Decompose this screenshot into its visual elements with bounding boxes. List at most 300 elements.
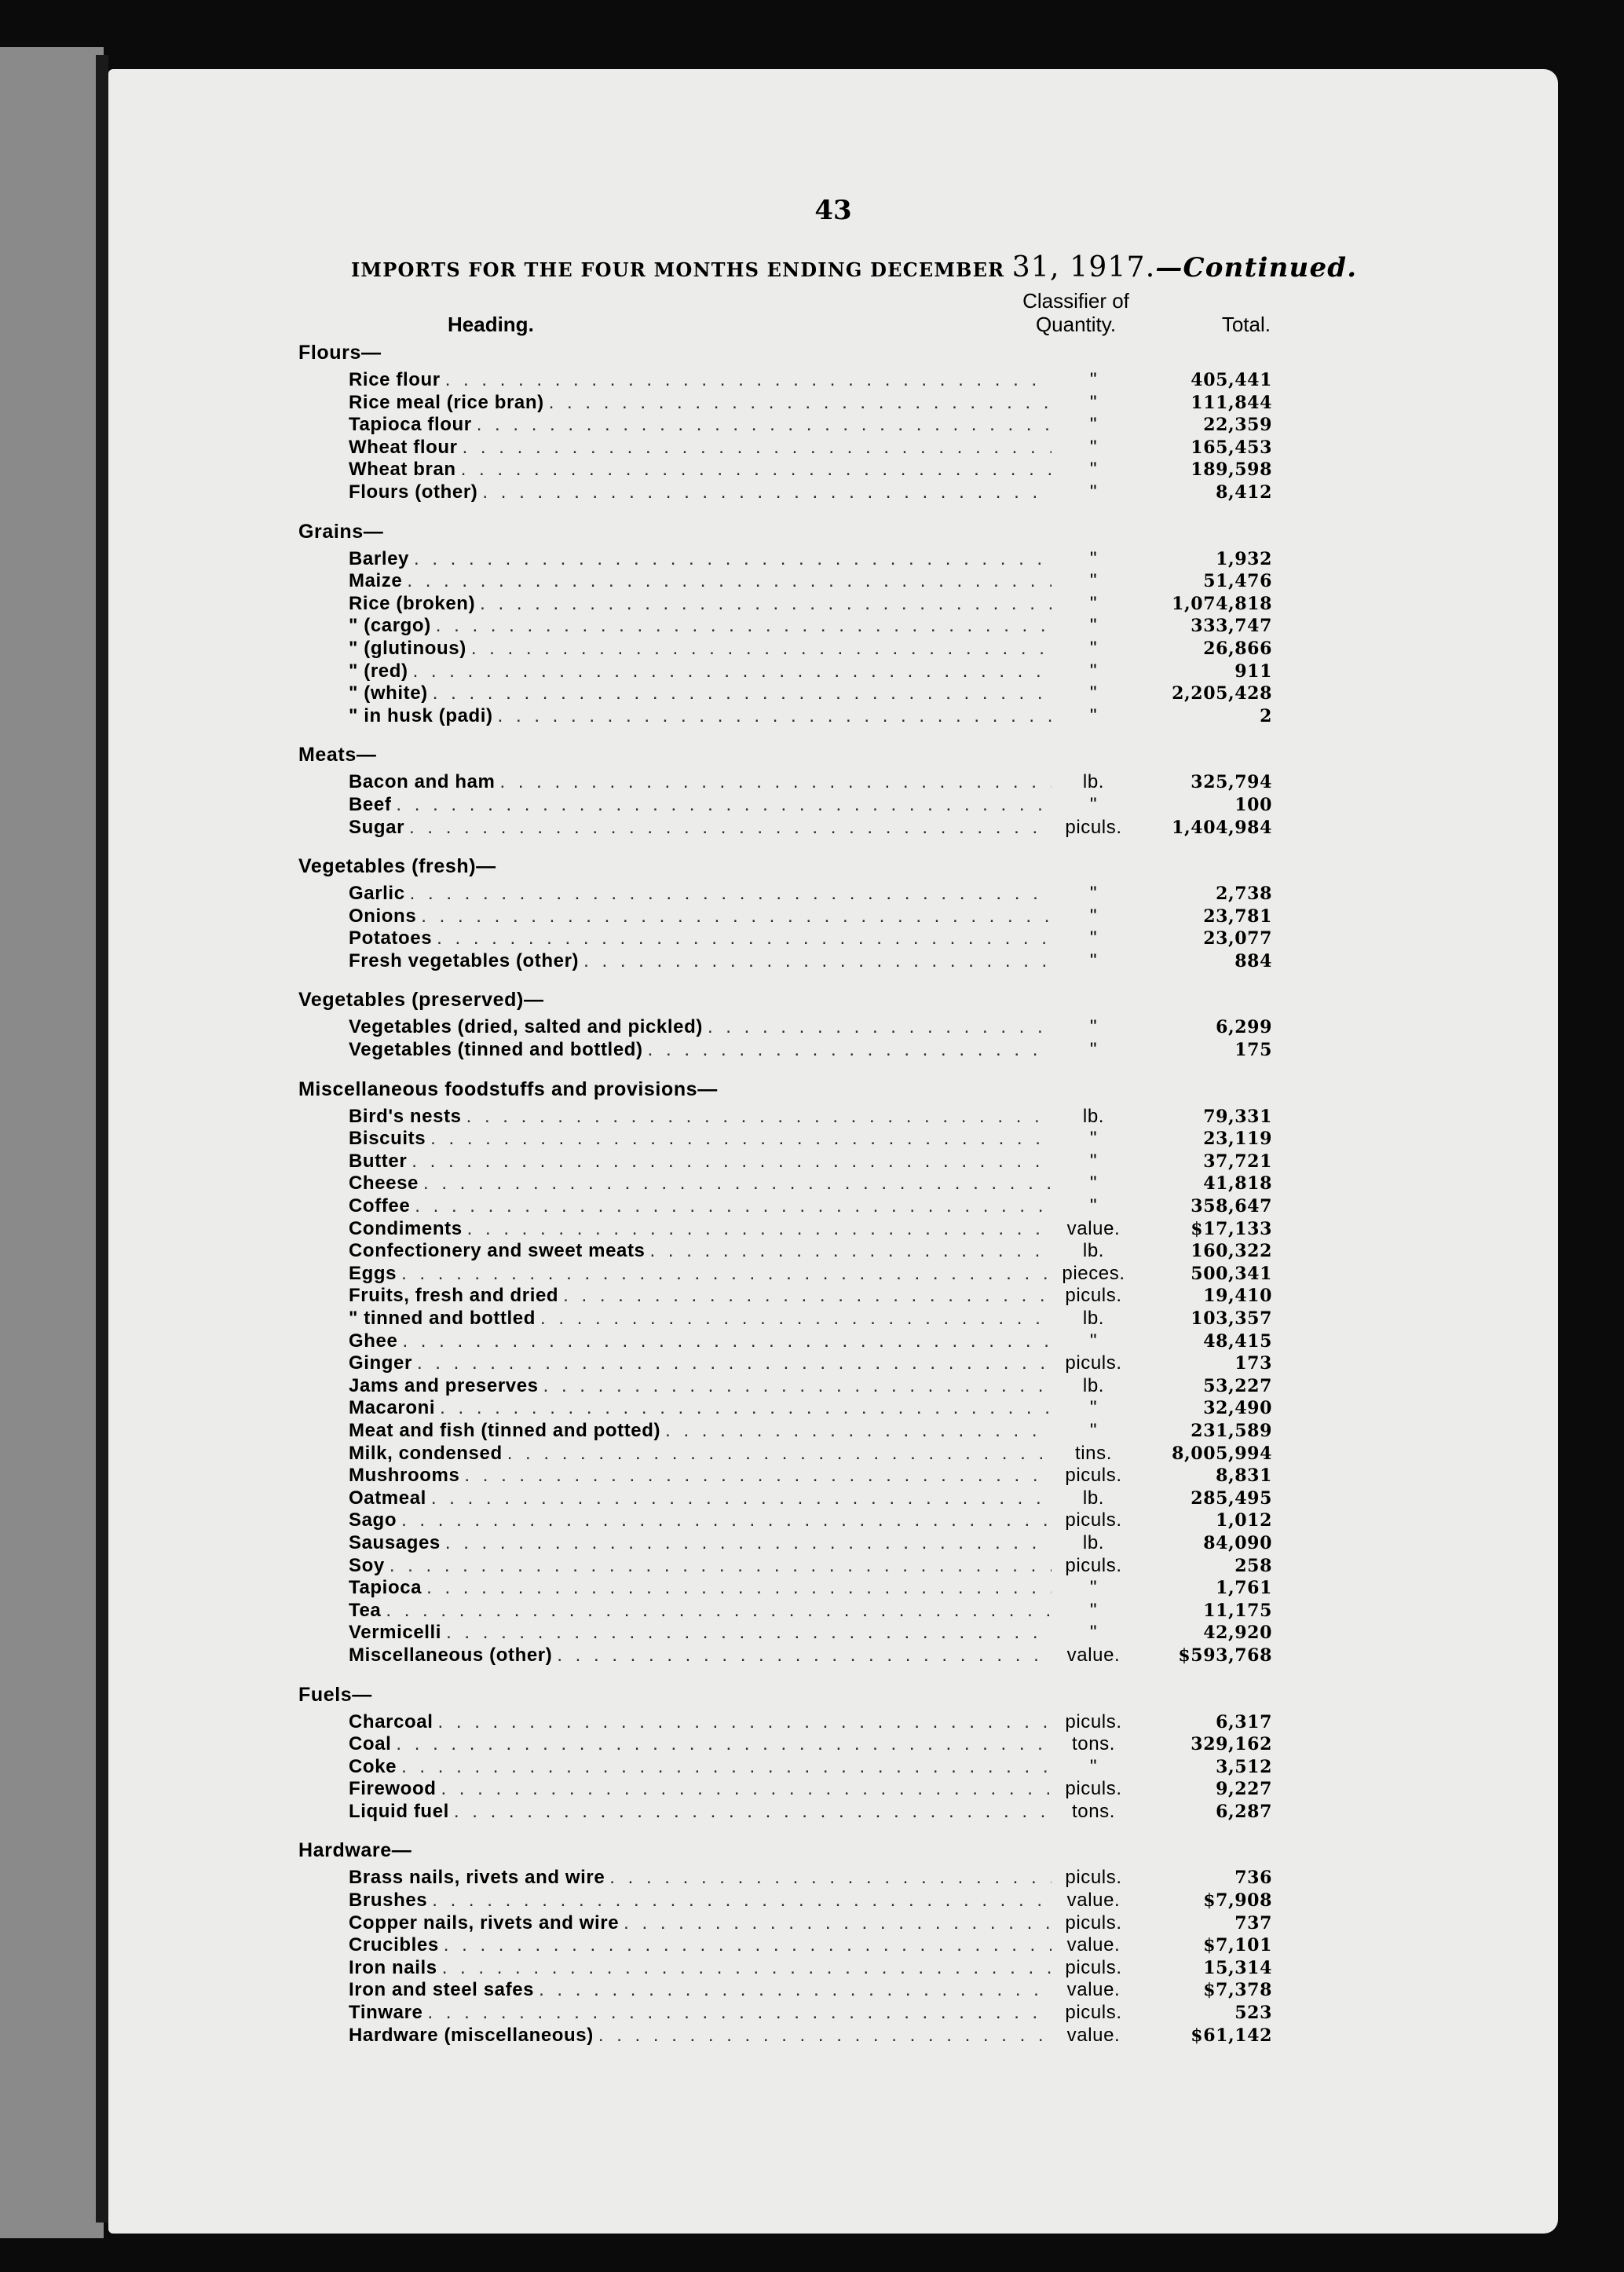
row-classifier: " bbox=[1089, 1016, 1098, 1038]
table-row bbox=[298, 1352, 1272, 1375]
leader-dots bbox=[415, 1195, 1052, 1218]
row-heading: Miscellaneous (other) bbox=[349, 1644, 553, 1666]
table-row bbox=[298, 1240, 1272, 1263]
document-title bbox=[351, 251, 1382, 284]
row-total: 11,175 bbox=[1203, 1600, 1272, 1621]
leader-dots bbox=[407, 570, 1052, 593]
row-heading: Wheat bran bbox=[349, 459, 456, 481]
row-heading: Onions bbox=[349, 905, 417, 927]
imports-table bbox=[298, 336, 1272, 2058]
leader-dots bbox=[442, 1957, 1052, 1980]
row-classifier: " bbox=[1089, 391, 1098, 413]
row-total: $17,133 bbox=[1191, 1218, 1272, 1239]
table-row bbox=[298, 1979, 1272, 2002]
leader-dots bbox=[446, 1622, 1052, 1645]
row-total: 37,721 bbox=[1203, 1151, 1272, 1172]
leader-dots bbox=[401, 1509, 1052, 1532]
row-total: 100 bbox=[1234, 794, 1272, 815]
row-classifier: piculs. bbox=[1065, 1867, 1122, 1889]
leader-dots bbox=[467, 1218, 1052, 1241]
leader-dots bbox=[390, 1555, 1052, 1578]
row-classifier: piculs. bbox=[1065, 1554, 1122, 1576]
table-row bbox=[298, 548, 1272, 571]
row-classifier: " bbox=[1089, 1622, 1098, 1644]
row-classifier: value. bbox=[1066, 1644, 1121, 1666]
row-total: 1,404,984 bbox=[1172, 817, 1272, 838]
page-number: 43 bbox=[814, 195, 852, 226]
table-row bbox=[298, 950, 1272, 973]
row-heading: Hardware (miscellaneous) bbox=[349, 2024, 594, 2046]
table-row bbox=[298, 1801, 1272, 1824]
row-classifier: value. bbox=[1066, 1979, 1121, 2001]
row-heading: Copper nails, rivets and wire bbox=[349, 1912, 620, 1934]
title-year: 31, 1917. bbox=[1011, 251, 1156, 284]
row-total: 8,005,994 bbox=[1172, 1443, 1272, 1464]
table-section bbox=[298, 1678, 1272, 1824]
row-classifier: value. bbox=[1066, 1890, 1121, 1912]
row-total: 19,410 bbox=[1203, 1286, 1272, 1307]
row-total: 32,490 bbox=[1203, 1398, 1272, 1419]
leader-dots bbox=[441, 1778, 1052, 1801]
row-classifier: " bbox=[1089, 1039, 1098, 1061]
row-total: 42,920 bbox=[1203, 1623, 1272, 1644]
table-row bbox=[298, 2002, 1272, 2025]
leader-dots bbox=[500, 771, 1052, 794]
row-heading: " (red) bbox=[349, 660, 408, 682]
table-row bbox=[298, 437, 1272, 459]
leader-dots bbox=[557, 1645, 1052, 1667]
leader-dots bbox=[437, 927, 1052, 950]
table-row bbox=[298, 1867, 1272, 1890]
row-heading: " (white) bbox=[349, 682, 428, 704]
row-classifier: piculs. bbox=[1065, 1956, 1122, 1978]
row-heading: Ginger bbox=[349, 1352, 412, 1374]
row-classifier: " bbox=[1089, 637, 1098, 659]
table-row bbox=[298, 1890, 1272, 1912]
leader-dots bbox=[583, 950, 1052, 973]
row-classifier: " bbox=[1089, 459, 1098, 481]
row-total: 736 bbox=[1234, 1868, 1272, 1889]
row-classifier: piculs. bbox=[1065, 1352, 1122, 1374]
row-total: 103,357 bbox=[1191, 1308, 1272, 1329]
row-classifier: lb. bbox=[1082, 771, 1105, 793]
row-classifier: " bbox=[1089, 592, 1098, 614]
leader-dots bbox=[433, 682, 1052, 705]
table-row bbox=[298, 615, 1272, 638]
leader-dots bbox=[549, 392, 1052, 415]
classifier-line-2: Quantity. bbox=[1035, 313, 1117, 336]
table-row bbox=[298, 771, 1272, 794]
classifier-line-1: Classifier of bbox=[1022, 289, 1129, 313]
row-classifier: " bbox=[1089, 1577, 1098, 1599]
table-row bbox=[298, 481, 1272, 504]
row-total: 358,647 bbox=[1191, 1196, 1272, 1217]
row-total: 285,495 bbox=[1191, 1487, 1272, 1509]
leader-dots bbox=[430, 1128, 1052, 1151]
row-classifier: value. bbox=[1066, 1934, 1121, 1956]
row-total: 2,205,428 bbox=[1172, 683, 1272, 704]
section-title: Meats— bbox=[298, 744, 377, 766]
leader-dots bbox=[463, 437, 1052, 459]
row-total: 2,738 bbox=[1216, 884, 1272, 905]
table-row bbox=[298, 1934, 1272, 1957]
leader-dots bbox=[426, 1577, 1052, 1600]
section-title: Fuels— bbox=[298, 1683, 372, 1706]
table-row bbox=[298, 1128, 1272, 1151]
row-classifier: " bbox=[1089, 1173, 1098, 1195]
row-heading: Bird's nests bbox=[349, 1105, 462, 1127]
row-total: 48,415 bbox=[1203, 1330, 1272, 1352]
row-classifier: " bbox=[1089, 547, 1098, 569]
title-main: IMPORTS FOR THE FOUR MONTHS ENDING DECEMBER bbox=[351, 258, 1005, 281]
row-heading: Macaroni bbox=[349, 1397, 436, 1419]
table-section bbox=[298, 738, 1272, 839]
row-total: 41,818 bbox=[1203, 1173, 1272, 1195]
row-total: 6,317 bbox=[1216, 1711, 1272, 1732]
section-title: Vegetables (preserved)— bbox=[298, 989, 544, 1012]
row-total: 175 bbox=[1234, 1040, 1272, 1061]
section-title: Flours— bbox=[298, 342, 382, 364]
row-heading: Tinware bbox=[349, 2002, 423, 2024]
row-classifier: " bbox=[1089, 436, 1098, 458]
row-total: 258 bbox=[1234, 1555, 1272, 1576]
row-classifier: " bbox=[1089, 793, 1098, 815]
column-header-heading: Heading. bbox=[448, 313, 534, 336]
row-classifier: " bbox=[1089, 1599, 1098, 1621]
row-heading: Barley bbox=[349, 547, 409, 569]
table-row bbox=[298, 660, 1272, 683]
table-row bbox=[298, 1195, 1272, 1218]
row-total: 26,866 bbox=[1203, 638, 1272, 659]
table-row bbox=[298, 369, 1272, 392]
row-total: 500,341 bbox=[1191, 1263, 1272, 1284]
table-row bbox=[298, 1509, 1272, 1532]
binding-shadow bbox=[96, 55, 108, 2223]
leader-dots bbox=[445, 1532, 1052, 1555]
leader-dots bbox=[466, 1106, 1052, 1129]
section-title: Vegetables (fresh)— bbox=[298, 855, 496, 878]
row-total: 1,074,818 bbox=[1172, 593, 1272, 614]
table-row bbox=[298, 1622, 1272, 1645]
row-total: 1,012 bbox=[1216, 1510, 1272, 1531]
row-classifier: " bbox=[1089, 682, 1098, 704]
row-total: $61,142 bbox=[1191, 2025, 1272, 2046]
row-heading: Mushrooms bbox=[349, 1465, 460, 1487]
row-heading: Fruits, fresh and dried bbox=[349, 1285, 559, 1307]
row-heading: Iron nails bbox=[349, 1956, 437, 1978]
leader-dots bbox=[507, 1443, 1052, 1465]
table-row bbox=[298, 1173, 1272, 1195]
row-classifier: " bbox=[1089, 1397, 1098, 1419]
row-heading: Wheat flour bbox=[349, 436, 458, 458]
row-heading: Soy bbox=[349, 1554, 385, 1576]
row-total: 1,761 bbox=[1216, 1578, 1272, 1599]
leader-dots bbox=[440, 1397, 1052, 1420]
row-total: 23,077 bbox=[1203, 928, 1272, 949]
row-heading: Sugar bbox=[349, 816, 405, 838]
leader-dots bbox=[650, 1240, 1052, 1263]
row-classifier: " bbox=[1089, 1755, 1098, 1777]
row-heading: Cheese bbox=[349, 1173, 419, 1195]
row-heading: Firewood bbox=[349, 1778, 437, 1800]
table-row bbox=[298, 570, 1272, 593]
row-heading: Flours (other) bbox=[349, 481, 478, 503]
row-total: 911 bbox=[1234, 660, 1272, 682]
leader-dots bbox=[410, 883, 1052, 906]
table-row bbox=[298, 906, 1272, 928]
row-total: 6,287 bbox=[1216, 1801, 1272, 1822]
leader-dots bbox=[431, 1487, 1052, 1510]
table-row bbox=[298, 1285, 1272, 1308]
leader-dots bbox=[413, 660, 1052, 683]
row-heading: Rice (broken) bbox=[349, 592, 476, 614]
row-heading: Sago bbox=[349, 1509, 397, 1531]
table-row bbox=[298, 1308, 1272, 1330]
row-heading: Tea bbox=[349, 1599, 382, 1621]
row-total: 79,331 bbox=[1203, 1106, 1272, 1127]
table-row bbox=[298, 682, 1272, 705]
table-row bbox=[298, 817, 1272, 840]
section-title: Miscellaneous foodstuffs and provisions— bbox=[298, 1077, 718, 1100]
leader-dots bbox=[665, 1420, 1052, 1443]
leader-dots bbox=[402, 1330, 1052, 1353]
row-heading: Garlic bbox=[349, 883, 405, 905]
section-title: Hardware— bbox=[298, 1839, 412, 1862]
row-total: 84,090 bbox=[1203, 1532, 1272, 1553]
row-heading: Bacon and ham bbox=[349, 771, 496, 793]
row-total: 8,412 bbox=[1216, 481, 1272, 503]
row-total: $7,378 bbox=[1203, 1980, 1272, 2001]
table-section bbox=[298, 515, 1272, 728]
row-total: 231,589 bbox=[1191, 1420, 1272, 1441]
table-row bbox=[298, 1330, 1272, 1353]
row-heading: Potatoes bbox=[349, 927, 433, 949]
table-row bbox=[298, 1487, 1272, 1510]
row-heading: Condiments bbox=[349, 1217, 463, 1239]
row-total: 325,794 bbox=[1191, 772, 1272, 793]
leader-dots bbox=[396, 1733, 1052, 1756]
row-heading: Iron and steel safes bbox=[349, 1979, 535, 2001]
table-row bbox=[298, 1465, 1272, 1487]
leader-dots bbox=[414, 548, 1052, 571]
row-classifier: " bbox=[1089, 1128, 1098, 1150]
table-section bbox=[298, 1073, 1272, 1667]
row-classifier: " bbox=[1089, 927, 1098, 949]
row-total: 329,162 bbox=[1191, 1734, 1272, 1755]
table-row bbox=[298, 1375, 1272, 1398]
table-row bbox=[298, 1420, 1272, 1443]
table-row bbox=[298, 927, 1272, 950]
row-heading: Charcoal bbox=[349, 1710, 433, 1732]
table-row bbox=[298, 1778, 1272, 1801]
row-classifier: tons. bbox=[1071, 1733, 1116, 1755]
row-heading: Milk, condensed bbox=[349, 1442, 503, 1464]
leader-dots bbox=[445, 369, 1052, 392]
leader-dots bbox=[386, 1600, 1052, 1623]
row-total: 23,781 bbox=[1203, 906, 1272, 927]
row-classifier: " bbox=[1089, 1150, 1098, 1172]
table-row bbox=[298, 1957, 1272, 1980]
row-heading: " (cargo) bbox=[349, 615, 431, 637]
row-heading: Biscuits bbox=[349, 1128, 426, 1150]
table-row bbox=[298, 1443, 1272, 1465]
row-heading: Vermicelli bbox=[349, 1622, 442, 1644]
row-classifier: piculs. bbox=[1065, 1465, 1122, 1487]
leader-dots bbox=[401, 1263, 1052, 1286]
row-classifier: tins. bbox=[1074, 1442, 1112, 1464]
row-heading: Oatmeal bbox=[349, 1487, 426, 1509]
section-title: Grains— bbox=[298, 520, 384, 543]
row-heading: Rice meal (rice bran) bbox=[349, 391, 544, 413]
table-row bbox=[298, 1218, 1272, 1241]
table-row bbox=[298, 1263, 1272, 1286]
leader-dots bbox=[436, 615, 1052, 638]
row-total: 523 bbox=[1234, 2003, 1272, 2024]
row-total: 405,441 bbox=[1191, 370, 1272, 390]
row-heading: Brass nails, rivets and wire bbox=[349, 1867, 605, 1889]
row-classifier: piculs. bbox=[1065, 1710, 1122, 1732]
row-classifier: piculs. bbox=[1065, 1509, 1122, 1531]
row-total: 22,359 bbox=[1203, 415, 1272, 436]
row-classifier: " bbox=[1089, 414, 1098, 436]
row-total: 9,227 bbox=[1216, 1779, 1272, 1800]
row-classifier: value. bbox=[1066, 1217, 1121, 1239]
leader-dots bbox=[409, 817, 1052, 840]
table-row bbox=[298, 1733, 1272, 1756]
leader-dots bbox=[480, 593, 1052, 616]
leader-dots bbox=[444, 1934, 1052, 1957]
table-row bbox=[298, 1016, 1272, 1039]
row-classifier: " bbox=[1089, 481, 1098, 503]
row-heading: Sausages bbox=[349, 1531, 441, 1553]
row-heading: Eggs bbox=[349, 1262, 397, 1284]
row-classifier: piculs. bbox=[1065, 816, 1122, 838]
table-section bbox=[298, 850, 1272, 972]
row-classifier: " bbox=[1089, 369, 1098, 390]
row-classifier: lb. bbox=[1082, 1240, 1105, 1262]
row-heading: " (glutinous) bbox=[349, 637, 466, 659]
row-heading: Liquid fuel bbox=[349, 1800, 449, 1822]
leader-dots bbox=[454, 1801, 1052, 1824]
row-heading: Maize bbox=[349, 570, 403, 592]
row-classifier: lb. bbox=[1082, 1105, 1105, 1127]
facing-page-edge bbox=[0, 47, 104, 2238]
row-classifier: tons. bbox=[1071, 1800, 1116, 1822]
row-classifier: pieces. bbox=[1062, 1262, 1125, 1284]
table-row bbox=[298, 1645, 1272, 1667]
table-row bbox=[298, 414, 1272, 437]
title-continued: —Continued. bbox=[1155, 252, 1358, 284]
row-total: 111,844 bbox=[1191, 392, 1272, 413]
row-heading: Beef bbox=[349, 793, 392, 815]
row-heading: Vegetables (tinned and bottled) bbox=[349, 1039, 643, 1061]
leader-dots bbox=[471, 638, 1052, 660]
row-classifier: piculs. bbox=[1065, 1778, 1122, 1800]
leader-dots bbox=[648, 1039, 1052, 1062]
row-classifier: " bbox=[1089, 905, 1098, 927]
row-total: 165,453 bbox=[1191, 437, 1272, 458]
row-total: 3,512 bbox=[1216, 1756, 1272, 1777]
row-total: 1,932 bbox=[1216, 548, 1272, 569]
row-total: $7,101 bbox=[1203, 1935, 1272, 1956]
row-heading: Butter bbox=[349, 1150, 408, 1172]
row-classifier: piculs. bbox=[1065, 1285, 1122, 1307]
table-row bbox=[298, 1711, 1272, 1734]
row-classifier: piculs. bbox=[1065, 2002, 1122, 2024]
table-row bbox=[298, 1532, 1272, 1555]
table-row bbox=[298, 1039, 1272, 1062]
leader-dots bbox=[421, 906, 1052, 928]
leader-dots bbox=[438, 1711, 1052, 1734]
leader-dots bbox=[411, 1151, 1052, 1173]
row-classifier: " bbox=[1089, 615, 1098, 637]
table-row bbox=[298, 392, 1272, 415]
row-heading: Rice flour bbox=[349, 369, 441, 390]
row-heading: Jams and preserves bbox=[349, 1374, 539, 1396]
row-heading: Confectionery and sweet meats bbox=[349, 1240, 646, 1262]
leader-dots bbox=[539, 1979, 1052, 2002]
row-heading: " in husk (padi) bbox=[349, 704, 493, 726]
leader-dots bbox=[624, 1912, 1052, 1935]
row-heading: Coal bbox=[349, 1733, 392, 1755]
table-row bbox=[298, 1397, 1272, 1420]
row-total: 160,322 bbox=[1191, 1241, 1272, 1262]
row-heading: Brushes bbox=[349, 1890, 428, 1912]
row-total: 53,227 bbox=[1203, 1375, 1272, 1396]
row-total: $7,908 bbox=[1203, 1890, 1272, 1912]
table-row bbox=[298, 2025, 1272, 2047]
row-total: 884 bbox=[1234, 950, 1272, 971]
table-section bbox=[298, 1834, 1272, 2047]
leader-dots bbox=[401, 1756, 1052, 1779]
leader-dots bbox=[461, 459, 1052, 481]
leader-dots bbox=[540, 1308, 1052, 1330]
leader-dots bbox=[396, 794, 1052, 817]
row-heading: Tapioca bbox=[349, 1577, 422, 1599]
table-row bbox=[298, 705, 1272, 728]
row-heading: Crucibles bbox=[349, 1934, 439, 1956]
table-row bbox=[298, 593, 1272, 616]
leader-dots bbox=[423, 1173, 1052, 1195]
table-section bbox=[298, 983, 1272, 1061]
row-classifier: lb. bbox=[1082, 1308, 1105, 1329]
leader-dots bbox=[563, 1285, 1052, 1308]
leader-dots bbox=[477, 414, 1052, 437]
row-total: 737 bbox=[1234, 1912, 1272, 1934]
row-classifier: " bbox=[1089, 1195, 1098, 1217]
row-classifier: lb. bbox=[1082, 1487, 1105, 1509]
table-section bbox=[298, 336, 1272, 504]
leader-dots bbox=[609, 1867, 1052, 1890]
leader-dots bbox=[598, 2025, 1052, 2047]
row-total: 23,119 bbox=[1203, 1129, 1272, 1150]
table-row bbox=[298, 459, 1272, 481]
row-classifier: piculs. bbox=[1065, 1912, 1122, 1934]
row-classifier: lb. bbox=[1082, 1374, 1105, 1396]
leader-dots bbox=[708, 1016, 1052, 1039]
row-heading: Coke bbox=[349, 1755, 397, 1777]
column-header-total: Total. bbox=[1221, 313, 1271, 336]
leader-dots bbox=[417, 1352, 1052, 1375]
table-row bbox=[298, 1756, 1272, 1779]
leader-dots bbox=[498, 705, 1052, 728]
row-heading: Coffee bbox=[349, 1195, 411, 1217]
row-total: 2 bbox=[1260, 705, 1272, 726]
row-heading: Fresh vegetables (other) bbox=[349, 949, 580, 971]
row-total: 333,747 bbox=[1191, 616, 1272, 637]
table-row bbox=[298, 1912, 1272, 1935]
leader-dots bbox=[543, 1375, 1052, 1398]
